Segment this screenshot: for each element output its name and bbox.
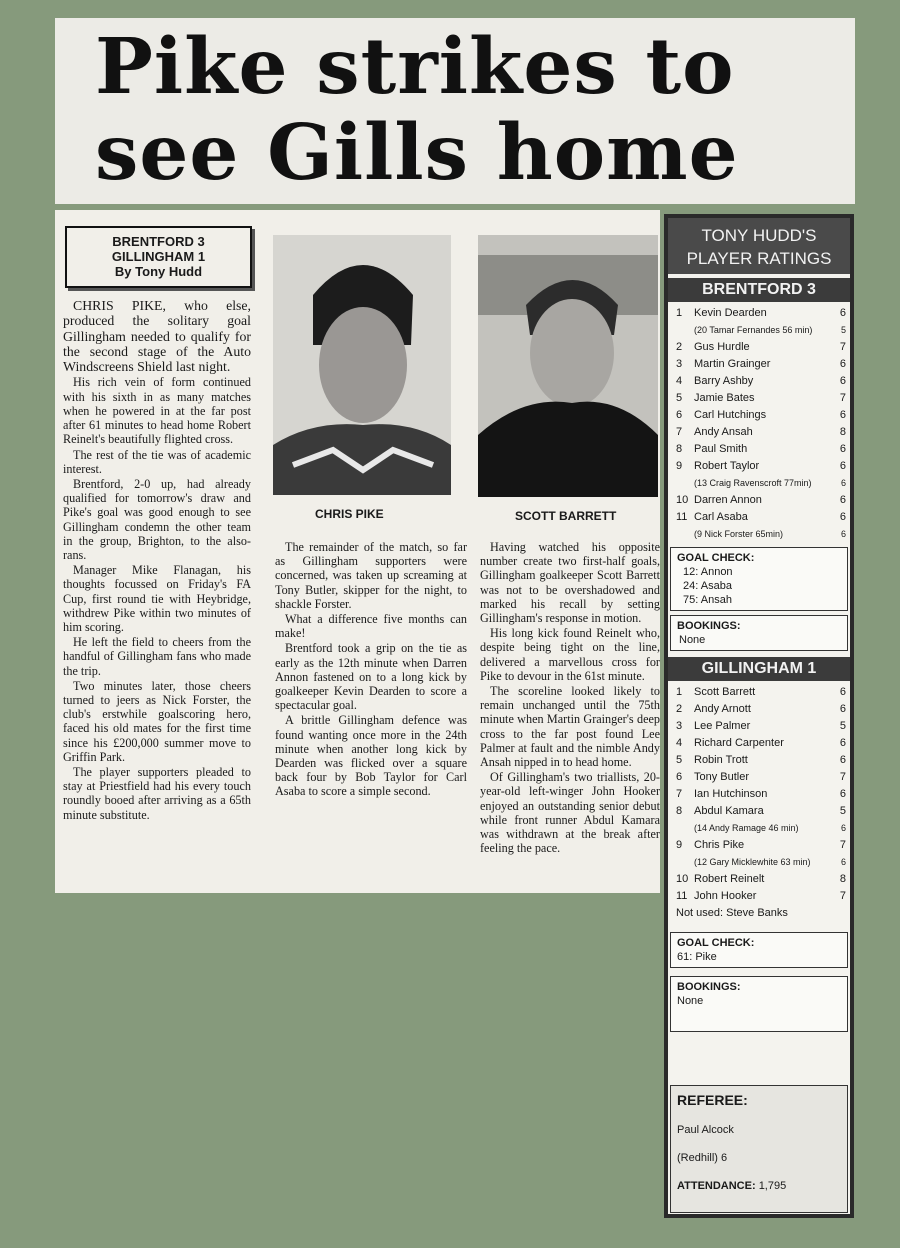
- player-number: 2: [676, 703, 683, 715]
- player-rating: 6: [839, 443, 846, 455]
- player-rating: 6: [839, 788, 846, 800]
- paragraph: What a difference five months can make!: [275, 612, 467, 641]
- chris-pike-photo: [273, 235, 451, 495]
- paragraph: The remainder of the match, so far as Gillingham supporters were concerned, was taken up screaming at Tony Butler, skipper for the night, to shackle Forster.: [275, 540, 467, 611]
- player-rating: 6: [839, 409, 846, 421]
- player-name: Scott Barrett: [694, 686, 756, 698]
- player-rating: 6: [839, 460, 846, 472]
- headline-box: [55, 18, 855, 204]
- attendance-label: ATTENDANCE:: [677, 1180, 756, 1192]
- player-number: 4: [676, 737, 683, 749]
- headline-line-1: Pike strikes to: [95, 22, 735, 112]
- paragraph: The scoreline looked likely to remain unchanged until the 75th minute when Martin Grainger's deep cross to the far post found Lee Palmer at fault and the nimble Andy Ansah nipped in to head home.: [480, 684, 660, 770]
- player-name: Carl Asaba: [694, 511, 748, 523]
- player-rating: 6: [840, 823, 846, 833]
- player-name: Carl Hutchings: [694, 409, 767, 421]
- player-row: [672, 339, 846, 356]
- bookings-value: None: [679, 634, 706, 646]
- player-rating: 6: [840, 478, 846, 488]
- paragraph: Manager Mike Flanagan, his thoughts focussed on Friday's FA Cup, first round tie with Heybridge, withdrew Pike within two minutes of him scoring.: [63, 563, 251, 634]
- player-number: 5: [676, 754, 683, 766]
- player-row: [672, 888, 846, 905]
- paragraph: The rest of the tie was of academic interest.: [63, 447, 251, 476]
- paragraph: Brentford took a grip on the tie as early as the 12th minute when Darren Annon fastened on to a long kick by goalkeeper Kevin Dearden to score a spectacular goal.: [275, 641, 467, 713]
- player-row: [672, 441, 846, 458]
- player-name: Lee Palmer: [694, 720, 751, 732]
- player-number: 6: [676, 771, 683, 783]
- not-used: Not used: Steve Banks: [676, 907, 788, 919]
- player-rating: 7: [839, 341, 846, 353]
- paragraph: Of Gillingham's two triallists, 20-year-old left-winger John Hooker enjoyed an outstanding senior debut while front runner Abdul Kamara was withdrawn at the break after feeling the pace.: [480, 770, 660, 856]
- player-name: Tony Butler: [694, 771, 750, 783]
- attendance-value: 1,795: [758, 1180, 787, 1192]
- ratings-title: [668, 218, 850, 274]
- player-number: 1: [676, 686, 683, 698]
- home-team-bar: BRENTFORD 3: [668, 278, 850, 302]
- player-rating: 6: [839, 686, 846, 698]
- player-rating: 7: [839, 771, 846, 783]
- scott-barrett-portrait-icon: [478, 235, 658, 497]
- score-home: BRENTFORD 3: [112, 234, 205, 249]
- player-rating: 8: [839, 426, 846, 438]
- player-number: 5: [676, 392, 683, 404]
- player-name: Ian Hutchinson: [694, 788, 768, 800]
- player-name: Robert Reinelt: [694, 873, 765, 885]
- player-rating: 6: [839, 307, 846, 319]
- player-name: Richard Carpenter: [694, 737, 784, 749]
- player-number: 1: [676, 307, 683, 319]
- player-row: [672, 752, 846, 769]
- player-row: [672, 492, 846, 509]
- player-number: 6: [676, 409, 683, 421]
- player-name: (20 Tamar Fernandes 56 min): [694, 325, 813, 335]
- score-box: [65, 226, 252, 288]
- player-row: [672, 509, 846, 526]
- player-row: [672, 390, 846, 407]
- player-name: (14 Andy Ramage 46 min): [694, 823, 799, 833]
- player-number: [672, 820, 694, 837]
- player-rating: 6: [840, 857, 846, 867]
- player-number: [672, 854, 694, 871]
- player-rating: 6: [839, 494, 846, 506]
- scott-barrett-caption: SCOTT BARRETT: [515, 509, 617, 523]
- player-name: Andy Ansah: [694, 426, 753, 438]
- paragraph: CHRIS PIKE, who else, produced the solitary goal Gillingham needed to qualify for the second stage of the Auto Windscreens Shield last night.: [63, 298, 251, 375]
- player-name: Jamie Bates: [694, 392, 755, 404]
- player-row: [672, 407, 846, 424]
- player-rating: 8: [839, 873, 846, 885]
- player-number: 8: [676, 443, 683, 455]
- player-name: Chris Pike: [694, 839, 745, 851]
- player-row: [672, 854, 846, 871]
- bookings-value: None: [677, 995, 704, 1007]
- goal-entry: 61: Pike: [677, 951, 717, 963]
- player-name: Martin Grainger: [694, 358, 771, 370]
- scott-barrett-photo: [478, 235, 658, 497]
- referee-name: Paul Alcock: [677, 1124, 734, 1136]
- player-rating: 6: [840, 529, 846, 539]
- player-row: [672, 820, 846, 837]
- player-row: [672, 871, 846, 888]
- player-number: 9: [676, 460, 683, 472]
- player-rating: 5: [839, 805, 846, 817]
- article-column-1: [63, 298, 251, 823]
- away-goal-check: [670, 932, 848, 968]
- paragraph: His rich vein of form continued with his sixth in as many matches when he powered in at the far post after 61 minutes to head home Robert Reinelt's beautifully flighted cross.: [63, 375, 251, 447]
- byline: By Tony Hudd: [114, 264, 203, 279]
- player-row: [672, 786, 846, 803]
- away-player-list: [668, 681, 850, 905]
- player-name: Andy Arnott: [694, 703, 751, 715]
- player-row: [672, 837, 846, 854]
- player-name: Kevin Dearden: [694, 307, 767, 319]
- player-number: [672, 526, 694, 543]
- paragraph: His long kick found Reinelt who, despite being tight on the line, delivered a marvellous cross for Pike to devour in the 61st minute.: [480, 626, 660, 683]
- player-name: Paul Smith: [694, 443, 748, 455]
- player-number: 11: [676, 511, 688, 523]
- player-number: [672, 475, 694, 492]
- away-team-bar: GILLINGHAM 1: [668, 657, 850, 681]
- player-row: [672, 526, 846, 543]
- article-body: [55, 210, 660, 893]
- player-name: Robert Taylor: [694, 460, 760, 472]
- attendance: [677, 1180, 841, 1192]
- player-row: [672, 424, 846, 441]
- player-number: 3: [676, 358, 683, 370]
- player-row: [672, 769, 846, 786]
- player-name: Gus Hurdle: [694, 341, 750, 353]
- player-row: [672, 356, 846, 373]
- player-rating: 6: [839, 511, 846, 523]
- ratings-title-line-2: PLAYER RATINGS: [686, 249, 832, 268]
- player-row: [672, 373, 846, 390]
- referee-box: [670, 1085, 848, 1213]
- player-name: (12 Gary Micklewhite 63 min): [694, 857, 811, 867]
- player-number: 3: [676, 720, 683, 732]
- player-row: [672, 735, 846, 752]
- article-column-2: [275, 540, 467, 800]
- paragraph: He left the field to cheers from the handful of Gillingham fans who made the trip.: [63, 635, 251, 678]
- player-row: [672, 305, 846, 322]
- player-row: [672, 322, 846, 339]
- player-rating: 7: [839, 890, 846, 902]
- player-number: [672, 322, 694, 339]
- player-number: 2: [676, 341, 683, 353]
- player-name: (9 Nick Forster 65min): [694, 529, 784, 539]
- player-row: [672, 718, 846, 735]
- paragraph: Having watched his opposite number create two first-half goals, Gillingham goalkeeper Scott Barrett was not to be overshadowed and marked his recall by setting Gillingham's response in motion.: [480, 540, 660, 626]
- player-number: 8: [676, 805, 683, 817]
- player-number: 11: [676, 890, 688, 902]
- player-name: (13 Craig Ravenscroft 77min): [694, 478, 812, 488]
- chris-pike-caption: CHRIS PIKE: [315, 507, 384, 521]
- goal-entry: 24: Asaba: [683, 580, 732, 592]
- ratings-title-line-1: TONY HUDD'S: [701, 226, 817, 245]
- paragraph: Two minutes later, those cheers turned to jeers as Nick Forster, the club's erstwhile goalscoring hero, faced his old mates for the first time since his £200,000 summer move to Griffin Park.: [63, 678, 251, 764]
- player-rating: 7: [839, 839, 846, 851]
- player-row: [672, 475, 846, 492]
- headline-line-2: see Gills home: [95, 108, 739, 198]
- home-goal-check: [670, 547, 848, 611]
- player-name: John Hooker: [694, 890, 757, 902]
- player-ratings-panel: [664, 214, 854, 1218]
- away-bookings: [670, 976, 848, 1032]
- referee-rating: (Redhill) 6: [677, 1152, 728, 1164]
- goal-check-label: GOAL CHECK:: [677, 552, 755, 564]
- player-rating: 7: [839, 392, 846, 404]
- player-number: 9: [676, 839, 683, 851]
- player-row: [672, 803, 846, 820]
- chris-pike-portrait-icon: [273, 235, 451, 495]
- goal-entry: 75: Ansah: [683, 594, 732, 606]
- bookings-label: BOOKINGS:: [677, 981, 741, 993]
- goal-entry: 12: Annon: [683, 566, 733, 578]
- player-name: Barry Ashby: [694, 375, 754, 387]
- home-player-list: [668, 302, 850, 543]
- paragraph: The player supporters pleaded to stay at Priestfield had his every touch roundly booed after arriving as a 65th minute substitute.: [63, 764, 251, 822]
- player-rating: 6: [839, 754, 846, 766]
- player-rating: 6: [839, 737, 846, 749]
- player-number: 7: [676, 426, 683, 438]
- player-number: 4: [676, 375, 683, 387]
- home-bookings: [670, 615, 848, 651]
- paragraph: A brittle Gillingham defence was found wanting once more in the 24th minute when another long kick by Dearden was flicked over a square back four by Bob Taylor for Carl Asaba to score a simple second.: [275, 713, 467, 799]
- score-away: GILLINGHAM 1: [111, 249, 206, 264]
- player-row: [672, 684, 846, 701]
- player-rating: 5: [840, 325, 846, 335]
- player-name: Abdul Kamara: [694, 805, 764, 817]
- player-rating: 5: [839, 720, 846, 732]
- player-rating: 6: [839, 703, 846, 715]
- article-column-3: [480, 540, 660, 856]
- player-row: [672, 458, 846, 475]
- player-row: [672, 701, 846, 718]
- player-rating: 6: [839, 375, 846, 387]
- player-name: Robin Trott: [694, 754, 748, 766]
- player-rating: 6: [839, 358, 846, 370]
- goal-check-label: GOAL CHECK:: [677, 937, 755, 949]
- bookings-label: BOOKINGS:: [677, 620, 741, 632]
- player-number: 10: [676, 494, 689, 506]
- referee-label: REFEREE:: [677, 1092, 748, 1108]
- player-number: 7: [676, 788, 683, 800]
- player-number: 10: [676, 873, 689, 885]
- paragraph: Brentford, 2-0 up, had already qualified for tomorrow's draw and Pike's goal was good enough to see Gillingham condemn the other team in the group, Brighton, to the also-rans.: [63, 476, 251, 562]
- player-name: Darren Annon: [694, 494, 762, 506]
